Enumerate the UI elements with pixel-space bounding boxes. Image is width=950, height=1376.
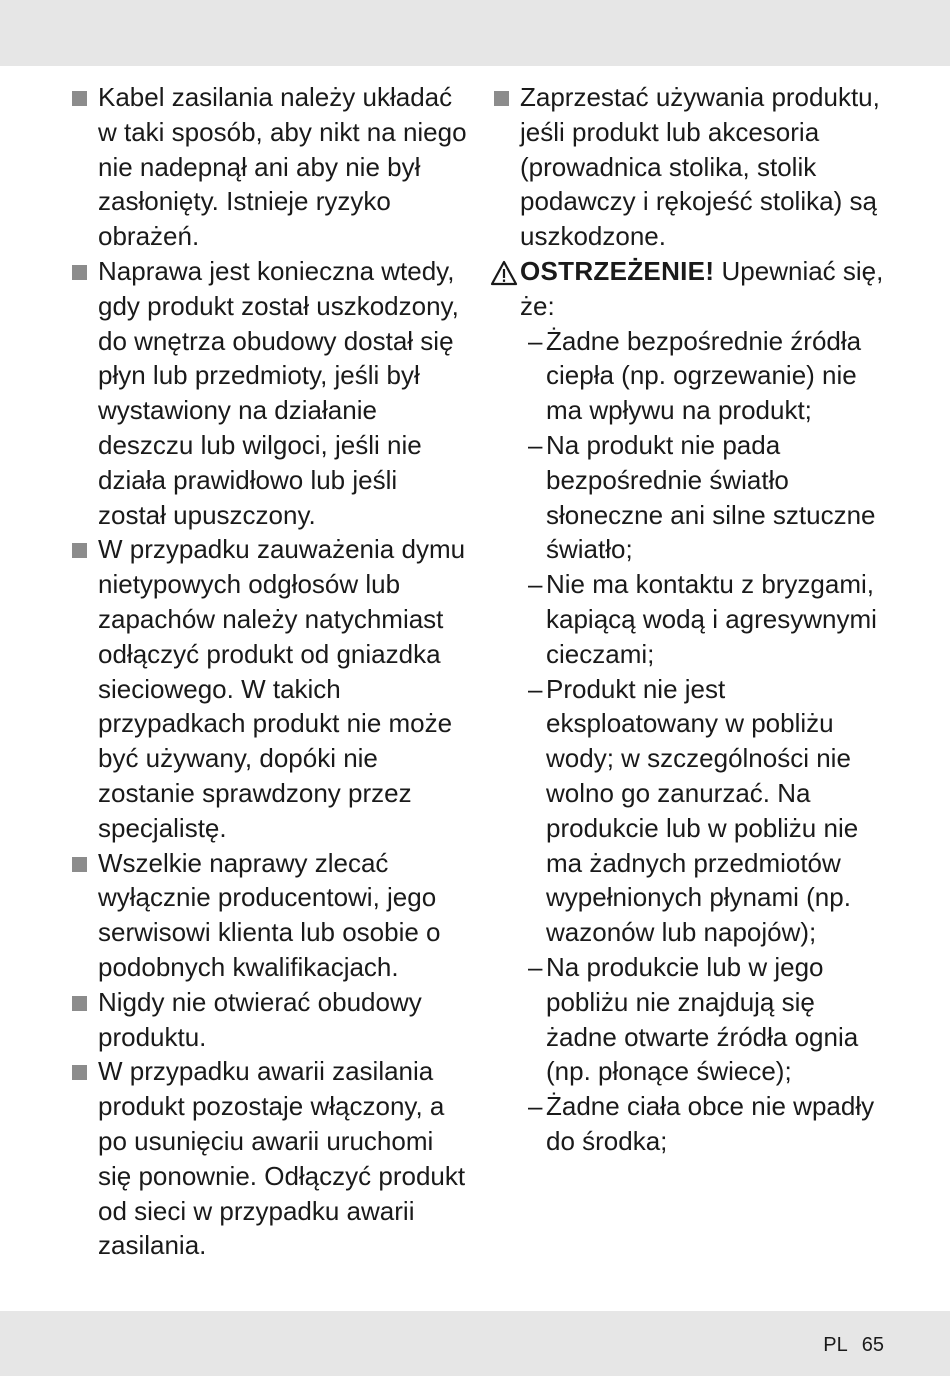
list-item-text: Nie ma kontaktu z bryzgami, kapiącą wodą i agresywnymi cieczami; (546, 569, 877, 669)
right-column (492, 80, 892, 1159)
list-item (492, 80, 892, 254)
page-footer (823, 1333, 884, 1357)
warning-block (492, 254, 892, 324)
list-item-text: Zaprzestać używania produktu, jeśli produkt lub akcesoria (prowadnica stolika, stolik podawczy i rękojeść stolika) są uszkodzone. (520, 82, 880, 252)
dash-bullet: – (528, 951, 543, 982)
list-item (520, 324, 892, 428)
list-item (520, 672, 892, 950)
dash-bullet: – (528, 1091, 543, 1122)
dash-bullet: – (528, 569, 543, 600)
square-bullet-icon (72, 91, 87, 106)
list-item-text: Na produkcie lub w jego pobliżu nie znajdują się żadne otwarte źródła ognia (np. płonące świece); (546, 951, 859, 1087)
dash-bullet: – (528, 325, 543, 356)
header-band (0, 0, 950, 66)
list-item-text: Żadne bezpośrednie źródła ciepła (np. ogrzewanie) nie ma wpływu na produkt; (546, 325, 862, 426)
list-item (520, 1089, 892, 1159)
square-bullet-icon (72, 996, 87, 1011)
dash-bullet: – (528, 429, 543, 460)
warning-title: OSTRZEŻENIE! (520, 255, 715, 286)
warning-conditions-list (520, 324, 892, 1159)
list-item-text: W przypadku awarii zasilania produkt pozostaje włączony, a po usunięciu awarii uruchomi się ponownie. Odłączyć produkt od sieci w przypadku awarii zasilania. (98, 1056, 466, 1261)
page-number: 65 (861, 1334, 884, 1356)
list-item (70, 80, 470, 254)
list-item-text: Żadne ciała obce nie wpadły do środka; (546, 1091, 875, 1156)
warning-text: Upewniać się, że: (520, 255, 884, 321)
list-item (520, 428, 892, 567)
warning-triangle-icon (490, 260, 518, 286)
language-code: PL (823, 1334, 848, 1356)
square-bullet-icon (72, 265, 87, 280)
left-column (70, 80, 470, 1263)
dash-bullet: – (528, 673, 543, 704)
list-item (70, 846, 470, 985)
list-item-text: Kabel zasilania należy układać w taki sposób, aby nikt na niego nie nadepnął ani aby nie był zasłonięty. Istnieje ryzyko obrażeń. (98, 82, 467, 252)
list-item (520, 567, 892, 671)
list-item-text: Naprawa jest konieczna wtedy, gdy produkt został uszkodzony, do wnętrza obudowy dostał się płyn lub przedmioty, jeśli był wystawiony na działanie deszczu lub wilgoci, jeśli nie działa prawidłowo lub jeśli został upuszczony. (98, 255, 459, 530)
list-item (70, 1054, 470, 1263)
list-item-text: W przypadku zauważenia dymu nietypowych odgłosów lub zapachów należy natychmiast odłączyć produkt od gniazdka sieciowego. W takich przypadkach produkt nie może być używany, dopóki nie zostanie sprawdzony przez specjalistę. (98, 534, 466, 843)
square-bullet-icon (72, 857, 87, 872)
list-item-text: Wszelkie naprawy zlecać wyłącznie producentowi, jego serwisowi klienta lub osobie o podobnych kwalifikacjach. (98, 847, 441, 982)
list-item (70, 532, 470, 845)
list-item (70, 985, 470, 1055)
list-item-text: Produkt nie jest eksploatowany w pobliżu wody; w szczególności nie wolno go zanurzać. Na produkcie lub w pobliżu nie ma żadnych przedmiotów wypełnionych płynami (np. wazonów lub napojów); (546, 673, 859, 948)
footer-band (0, 1311, 950, 1376)
list-item (70, 254, 470, 532)
square-bullet-icon (72, 543, 87, 558)
list-item-text: Na produkt nie pada bezpośrednie światło słoneczne ani silne sztuczne światło; (546, 429, 876, 565)
list-item (520, 950, 892, 1089)
square-bullet-icon (494, 91, 509, 106)
square-bullet-icon (72, 1065, 87, 1080)
list-item-text: Nigdy nie otwierać obudowy produktu. (98, 986, 422, 1052)
